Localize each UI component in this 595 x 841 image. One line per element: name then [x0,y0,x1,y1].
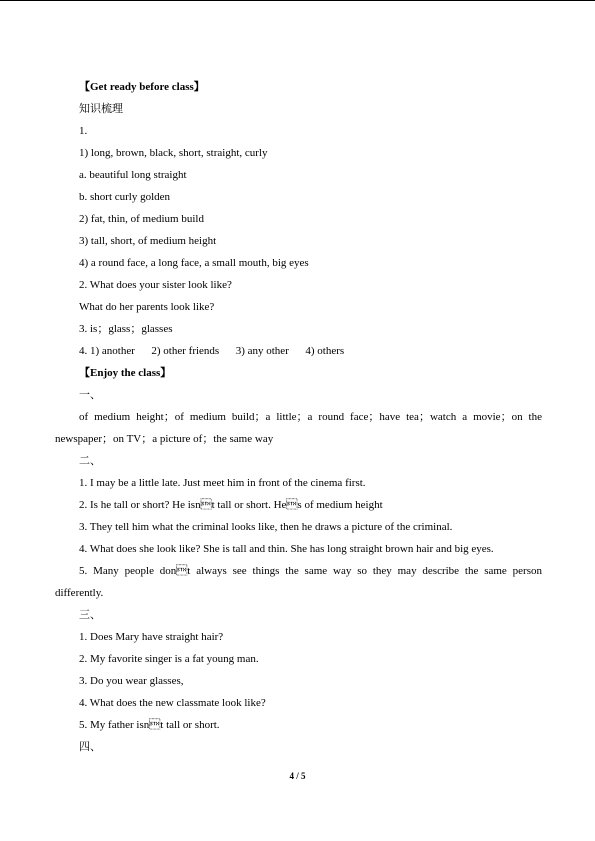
part-2-item: 2. Is he tall or short? He isnt tall or short. Hes of medium height [79,499,383,511]
item-2b: What do her parents look like? [79,301,215,313]
part-3-item: 4. What does the new classmate look like? [79,697,266,709]
item-1-2: 2) fat, thin, of medium build [79,213,204,225]
part-1-heading: 一、 [79,389,101,401]
part-2-item: 4. What does she look like? She is tall and thin. She has long straight brown hair and big eyes. [79,543,494,555]
part-2-item: 3. They tell him what the criminal looks like, then he draws a picture of the criminal. [79,521,453,533]
part-4-heading: 四、 [79,741,101,753]
part-2-item-5: 5. Many people dont always see things the same way so they may describe the same person differently. [55,565,542,599]
part-2-heading: 二、 [79,455,101,467]
part-2-item: 1. I may be a little late. Just meet him in front of the cinema first. [79,477,366,489]
part-3-item: 2. My favorite singer is a fat young man. [79,653,259,665]
part-3-item: 1. Does Mary have straight hair? [79,631,224,643]
item-4: 4. 1) another 2) other friends 3) any other 4) others [79,345,345,357]
part-1-text: of medium height；of medium build；a little；a round face；have tea；watch a movie；on the newspaper；on TV；a picture of；the same way [55,411,542,445]
item-1: 1. [79,125,88,137]
item-1-4: 4) a round face, a long face, a small mouth, big eyes [79,257,309,269]
item-1-1: 1) long, brown, black, short, straight, curly [79,147,268,159]
item-2a: 2. What does your sister look like? [79,279,232,291]
top-rule [0,0,595,1]
section-header-enjoy: 【Enjoy the class】 [79,367,172,379]
page-number: 4 / 5 [289,771,306,781]
item-3: 3. is；glass；glasses [79,323,173,335]
part-3-item: 3. Do you wear glasses, [79,675,184,687]
section-header-get-ready: 【Get ready before class】 [79,81,205,93]
knowledge-heading: 知识梳理 [79,103,123,115]
part-3-heading: 三、 [79,609,101,621]
item-1-b: b. short curly golden [79,191,171,203]
item-1-3: 3) tall, short, of medium height [79,235,217,247]
item-1-a: a. beautiful long straight [79,169,187,181]
part-3-item: 5. My father isnt tall or short. [79,719,220,731]
